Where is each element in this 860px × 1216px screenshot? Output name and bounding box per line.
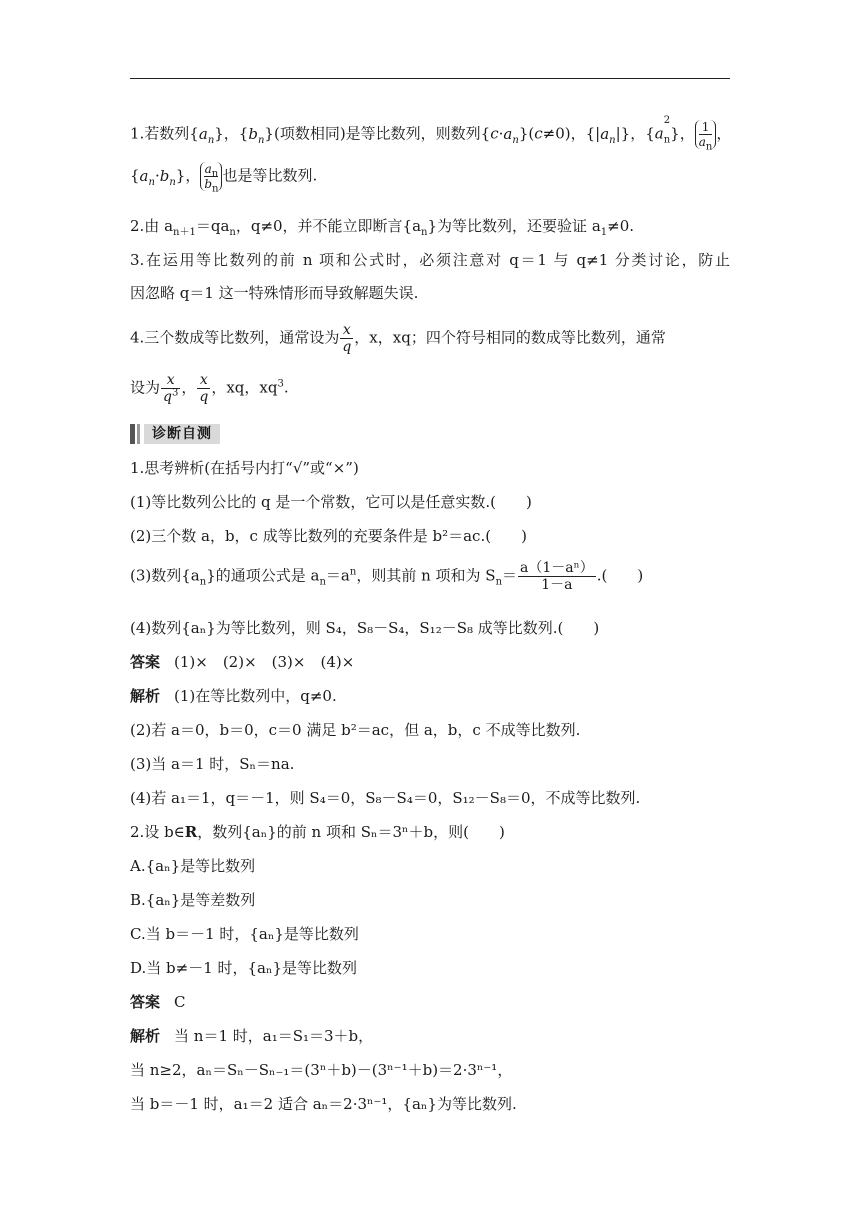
answer-text: C [174,993,186,1011]
analysis-line-3: (3)当 a＝1 时，Sₙ＝na. [130,755,295,773]
question-1-statement-1: (1)等比数列公比的 q 是一个常数，它可以是任意实数.( ) [130,493,532,511]
q2-analysis-line-2: 当 n≥2，aₙ＝Sₙ－Sₙ₋₁＝(3ⁿ＋b)－(3ⁿ⁻¹＋b)＝2·3ⁿ⁻¹， [130,1061,513,1079]
answer-text: (1)× (2)× (3)× (4)× [174,653,355,671]
fraction-x-over-q: $\frac{x}{q}$ [199,372,209,405]
note-text: }，{ [214,124,249,143]
analysis-text: (1)在等比数列中，q≠0. [174,687,337,705]
note-text: }( [518,124,535,143]
analysis-label: 解析 [130,1027,161,1045]
option-b: B.{aₙ}是等差数列 [130,891,256,909]
note-text: }(项数相同)是等比数列，则数列{ [264,124,491,143]
question-1-statement-3: (3)数列$\{a_n\}$的通项公式是 $a_n=a^n$，则其前 n 项和为 $S_n=$ $\frac{\text{a（1－aⁿ）}}{1-a}$ .( ) [130,560,644,593]
question-2-head: 2.设 b∈R，数列{aₙ}的前 n 项和 Sₙ＝3ⁿ＋b，则( ) [130,823,505,841]
note-4-line-1: 4.三个数成等比数列，通常设为 $\frac{x}{q}$ ，x，xq；四个符号相同的数成等比数列，通常 [130,322,666,355]
answer-label: 答案 [130,653,161,671]
header-rule [130,78,730,79]
analysis-line-4: (4)若 a₁＝1，q＝－1，则 S₄＝0，S₈－S₄＝0，S₁₂－S₈＝0，不成等比数列. [130,789,641,807]
question-2-analysis [130,1026,373,1046]
note-4-line-2: 设为 $\frac{x}{q^3}$ ， $\frac{x}{q}$ ，xq，$xq^3$. [130,372,289,405]
note-1-line-2: $\{a_n\cdot b_n\}$， $\frac{a_n}{b_n}$ 也是等比数列. [130,162,318,195]
note-text: }， [175,166,201,185]
option-a: A.{aₙ}是等比数列 [130,857,256,875]
analysis-label: 解析 [130,687,161,705]
sum-formula-fraction: $\frac{\text{a（1－aⁿ）}}{1-a}$ [520,560,594,593]
note-text: }， [670,124,695,143]
note-text: ≠0)，{| [542,124,601,143]
quotient-sequence: $\frac{a_n}{b_n}$ [200,162,222,191]
note-1-line-1: 1.若数列$\{a_n\}$，$\{b_n\}$(项数相同)是等比数列，则数列$\{c\cdot a_n\}(c\ne 0)$，$\{|a_n|\}$，{a $^2$ $_n$}， $\frac{1}{a_n}$ ， [130,114,732,153]
section-header [130,424,220,444]
fraction-x-over-q3: $\frac{x}{q^3}$ [163,372,179,405]
note-2: 2.由 $a_{n+1}=qa_n$，q≠0，并不能立即断言$\{a_n\}$为等比数列，还要验证 $a_1\ne 0$. [130,217,635,238]
section-bar-dark [130,424,135,444]
note-3-line-1: 3.在运用等比数列的前 n 项和公式时，必须注意对 q＝1 与 q≠1 分类讨论，防止 [130,251,730,269]
question-1-statement-2: (2)三个数 a，b，c 成等比数列的充要条件是 b²＝ac.( ) [130,527,527,545]
analysis-text: 当 n＝1 时，a₁＝S₁＝3＋b， [174,1027,374,1045]
section-bar-light [137,424,140,444]
analysis-line-2: (2)若 a＝0，b＝0，c＝0 满足 b²＝ac，但 a，b，c 不成等比数列. [130,721,581,739]
question-1-statement-4: (4)数列{aₙ}为等比数列，则 S₄，S₈－S₄，S₁₂－S₈ 成等比数列.( ) [130,619,600,637]
question-1-head: 1.思考辨析(在括号内打“√”或“×”) [130,459,359,477]
reciprocal-sequence: $\frac{1}{a_n}$ [695,120,717,149]
question-1-analysis [130,686,337,706]
note-text: 也是等比数列. [222,166,318,185]
option-d: D.当 b≠－1 时，{aₙ}是等比数列 [130,959,358,977]
option-c: C.当 b＝－1 时，{aₙ}是等比数列 [130,925,359,943]
answer-label: 答案 [130,993,161,1011]
note-text: |}，{ [615,124,655,143]
note-text: { [130,166,140,185]
note-text: 1.若数列{ [130,124,199,143]
fraction-x-over-q: $\frac{x}{q}$ [342,322,352,355]
question-2-answer [130,992,186,1012]
q2-analysis-line-3: 当 b＝－1 时，a₁＝2 适合 aₙ＝2·3ⁿ⁻¹，{aₙ}为等比数列. [130,1095,517,1113]
question-1-answer [130,652,354,672]
note-3-line-2: 因忽略 q＝1 这一特殊情形而导致解题失误. [130,284,419,302]
section-title: 诊断自测 [144,424,220,444]
